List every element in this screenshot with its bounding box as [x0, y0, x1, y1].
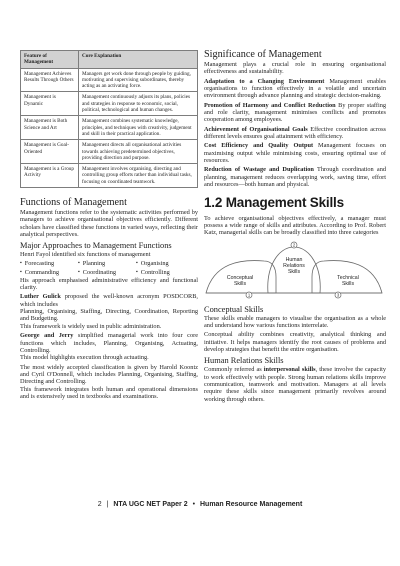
table-cell: Management is a Group Activity: [21, 164, 79, 188]
table-row: [21, 68, 198, 92]
skills-heading: 1.2 Management Skills: [204, 194, 344, 210]
skills-paragraph: To achieve organisational objectives effectively, a manager must possess a wide range of skills and attributes. According to Prof. Robert Katz, managerial skills can be broadly classified into three categories: [204, 214, 386, 237]
technical-label-line-1: Technical: [337, 274, 359, 281]
list-item: ▪ Planning: [78, 259, 106, 267]
number-2: 2: [292, 242, 296, 248]
bullet-icon: ▪: [136, 260, 138, 266]
technical-label-line-2: Skills: [341, 280, 355, 287]
conceptual-label-line-1: Conceptual: [226, 274, 254, 281]
skills-diagram: [204, 237, 386, 303]
posdcorb-list: Planning, Organising, Staffing, Directing, Coordination, Reporting and Budgeting.: [20, 308, 198, 323]
bullet-icon: ▪: [78, 269, 80, 275]
list-item: ▪ Commanding: [20, 268, 60, 276]
page-footer: [0, 501, 400, 508]
conceptual-paragraph-1: These skills enable managers to visualise the organisation as a whole and understand how various functions interrelate.: [204, 314, 386, 329]
human-label-line-2: Relations: [283, 262, 305, 269]
table-header-row: [21, 51, 198, 69]
significance-heading: Significance of Management: [204, 49, 322, 60]
table-cell: Management directs all organisational activities towards achieving predetermined objectives, providing direction and purpose.: [79, 140, 198, 164]
table-cell: Managers get work done through people by guiding, motivating and supervising subordinates, thereby acting as an activating force.: [79, 68, 198, 92]
gulick-paragraph: Luther Gulick proposed the well-known acronym POSDCORB, which includes: [20, 293, 198, 308]
reduction-paragraph: Reduction of Wastage and Duplication Through coordination and planning, management reduces overlapping work, saving time, effort and resources—both human and physical.: [204, 166, 386, 189]
bullet-icon: ▪: [20, 260, 22, 266]
achievement-paragraph: Achievement of Organisational Goals Effective coordination across different levels ensures goal attainment with efficiency.: [204, 125, 386, 141]
fayol-bullets-row-2: [20, 268, 198, 277]
posdcorb-use: This framework is widely used in public administration.: [20, 322, 162, 330]
bullet-icon: ▪: [20, 269, 22, 275]
page-number: 2: [97, 501, 102, 508]
fayol-line: Henri Fayol identified six functions of management: [20, 251, 151, 259]
table-cell: Management Achieves Results Through Others: [21, 68, 79, 92]
list-item: ▪ Organising: [136, 259, 169, 267]
conceptual-label-line-2: Skills: [233, 280, 247, 287]
number-1: 1: [247, 292, 251, 298]
conceptual-heading: Conceptual Skills: [204, 304, 264, 314]
number-3: 3: [336, 292, 340, 298]
features-table: [20, 50, 198, 188]
functions-paragraph: Management functions refer to the systematic activities performed by managers to achieve organisational objectives efficiently. Different scholars have classified these functions in varied ways, reflecting their analytical perspectives.: [20, 209, 198, 239]
book-title: NTA UGC NET Paper 2: [113, 501, 188, 508]
terry-paragraph: George and Jerry simplified managerial work into four core functions which includes, Planning, Organising, Actuating, Controlling.: [20, 332, 199, 354]
adaptation-paragraph: Adaptation to a Changing Environment Management enables organisations to function effectively in a volatile and uncertain environment through advance planning and strategic decision-making.: [204, 77, 387, 100]
right-column: [204, 50, 386, 403]
left-column: [20, 50, 198, 400]
human-label-line-3: Skills: [287, 268, 301, 275]
table-cell: Management combines systematic knowledge, principles, and techniques with creativity, judgement and skill in their practical application.: [79, 116, 198, 140]
table-cell: Management continuously adjusts its plans, policies and strategies in response to economic, social, political, technological and human changes.: [79, 92, 198, 116]
cost-paragraph: Cost Efficiency and Quality Output Management focuses on maximising output while minimising costs, ensuring optimal use of resources.: [204, 142, 386, 165]
table-row: [21, 116, 198, 140]
list-item: ▪ Forecasting: [20, 259, 55, 267]
table-header-cell: Feature of Management: [21, 51, 79, 69]
harmony-paragraph: Promotion of Harmony and Conflict Reduction By proper staffing and role clarity, management minimises conflicts and promotes cooperation among employees.: [204, 101, 386, 124]
framework-paragraph: This framework integrates both human and operational dimensions and is extensively used in textbooks and examinations.: [20, 385, 198, 400]
table-cell: Management is Goal-Oriented: [21, 140, 79, 164]
bullet-icon: ▪: [136, 269, 138, 275]
fayol-bullets-row-1: [20, 259, 198, 268]
bullet-icon: ▪: [78, 260, 80, 266]
actuating-line: This model highlights execution through actuating.: [20, 354, 149, 362]
table-cell: Management involves organising, directing and controlling group efforts rather than individual tasks, focusing on coordinated teamwork.: [79, 164, 198, 188]
table-row: [21, 164, 198, 188]
koontz-paragraph: The most widely accepted classification is given by Harold Koontz and Cyril O'Donnell, which includes Planning, Organising, Staffing, Directing and Controlling.: [20, 363, 198, 386]
fayol-emphasis: His approach emphasised administrative efficiency and functional clarity.: [20, 276, 198, 292]
human-relations-heading: Human Relations Skills: [204, 356, 284, 366]
list-item: ▪ Coordinating: [78, 268, 117, 276]
human-relations-paragraph: Commonly referred as interpersonal skills, these involve the capacity to work effectively with people. Strong human relations skills improve communication, teamwork and motivation. Managers at all levels require these skills since management primarily revolves around working through others.: [204, 366, 386, 403]
table-header-cell: Core Explanation: [79, 51, 198, 69]
table-cell: Management is Dynamic: [21, 92, 79, 116]
skills-diagram-svg: [204, 237, 386, 303]
human-label-line-1: Human: [285, 256, 303, 263]
footer-divider: |: [106, 501, 109, 508]
functions-heading: Functions of Management: [20, 197, 127, 209]
table-cell: Management is Both Science and Art: [21, 116, 79, 140]
footer-bullet-icon: •: [192, 501, 196, 508]
table-row: [21, 92, 198, 116]
significance-paragraph: Management plays a crucial role in ensuring organisational effectiveness and sustainability.: [204, 61, 386, 76]
subject-title: Human Resource Management: [199, 501, 303, 508]
approaches-heading: Major Approaches to Management Functions: [20, 241, 172, 251]
table-row: [21, 140, 198, 164]
list-item: ▪ Controlling: [136, 268, 170, 276]
conceptual-paragraph-2: Conceptual ability combines creativity, analytical thinking and initiative. It helps managers identify the root causes of problems and develop strategies that benefit the entire organisation.: [204, 331, 386, 353]
